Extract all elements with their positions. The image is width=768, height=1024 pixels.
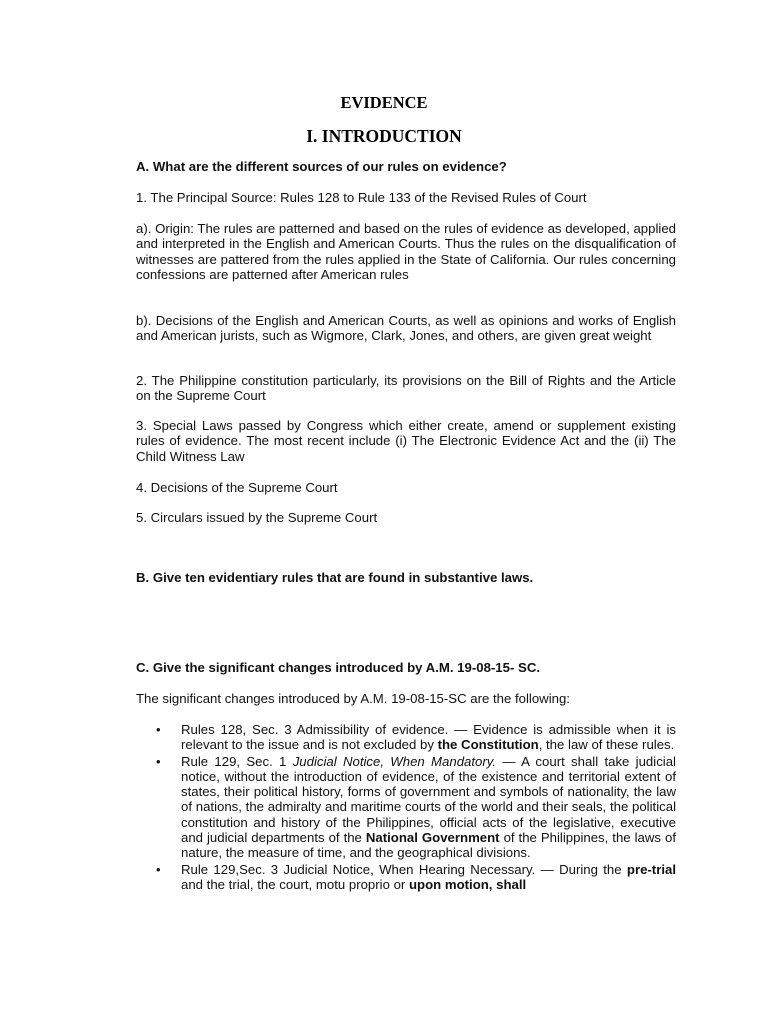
change-2-text: Rule 129, Sec. 1 xyxy=(181,753,293,769)
change-2-text-mid: — A court shall take judicial notice, without the introduction of evidence, of the existence and territorial extent of states, their political history, forms of government and symbols of nationality, the law of nations, the admiralty and maritime courts of the world and their seals, the political constitution and history of the Philippines, official acts of the legislative, executive and judicial departments of the xyxy=(181,753,676,846)
document-title: EVIDENCE xyxy=(340,93,428,112)
bullet-icon: • xyxy=(156,722,161,737)
question-a-heading: A. What are the different sources of our rules on evidence? xyxy=(136,159,507,174)
change-2-italic: Judicial Notice, When Mandatory. xyxy=(292,753,497,769)
question-c-heading: C. Give the significant changes introduced by A.M. 19-08-15- SC. xyxy=(136,660,541,675)
list-item xyxy=(136,862,676,893)
change-3-bold-1: pre-trial xyxy=(626,861,676,877)
source-item-4: 4. Decisions of the Supreme Court xyxy=(136,480,338,495)
change-1-text-end: , the law of these rules. xyxy=(538,737,675,753)
list-item xyxy=(136,722,676,753)
question-b-heading: B. Give ten evidentiary rules that are found in substantive laws. xyxy=(136,570,534,585)
change-2-text-end: of the Philippines, the laws of nature, the measure of time, and the geographical divisions. xyxy=(181,830,676,861)
source-item-1b: b). Decisions of the English and American Courts, as well as opinions and works of English and American jurists, such as Wigmore, Clark, Jones, and others, are given great weight xyxy=(136,313,676,344)
changes-intro: The significant changes introduced by A.M. 19-08-15-SC are the following: xyxy=(136,691,570,706)
change-3-text-mid: and the trial, the court, motu proprio or xyxy=(181,876,409,892)
change-3-bold-2: upon motion, shall xyxy=(408,876,527,892)
source-item-5: 5. Circulars issued by the Supreme Court xyxy=(136,510,378,525)
source-item-1a: a). Origin: The rules are patterned and based on the rules of evidence as developed, applied and interpreted in the English and American Courts. Thus the rules on the disqualification of witnesses are pattered from the rules applied in the State of California. Our rules concerning confessions are patterned after American rules xyxy=(136,221,676,282)
changes-list xyxy=(136,722,676,893)
section-title: I. INTRODUCTION xyxy=(306,126,462,146)
source-item-1: 1. The Principal Source: Rules 128 to Rule 133 of the Revised Rules of Court xyxy=(136,190,587,205)
source-item-2: 2. The Philippine constitution particularly, its provisions on the Bill of Rights and the Article on the Supreme Court xyxy=(136,373,676,404)
list-item xyxy=(136,754,676,861)
change-1-bold: the Constitution xyxy=(437,737,539,753)
change-3-text: Rule 129,Sec. 3 Judicial Notice, When Hearing Necessary. — During the xyxy=(181,861,627,877)
bullet-icon: • xyxy=(156,753,161,769)
change-2-bold: National Government xyxy=(365,830,500,846)
change-1-text: Rules 128, Sec. 3 Admissibility of evidence. — Evidence is admissible when it is relevant to the issue and is not excluded by xyxy=(181,722,676,753)
source-item-3: 3. Special Laws passed by Congress which either create, amend or supplement existing rules of evidence. The most recent include (i) The Electronic Evidence Act and the (ii) The Child Witness Law xyxy=(136,418,676,464)
bullet-icon: • xyxy=(156,861,161,877)
